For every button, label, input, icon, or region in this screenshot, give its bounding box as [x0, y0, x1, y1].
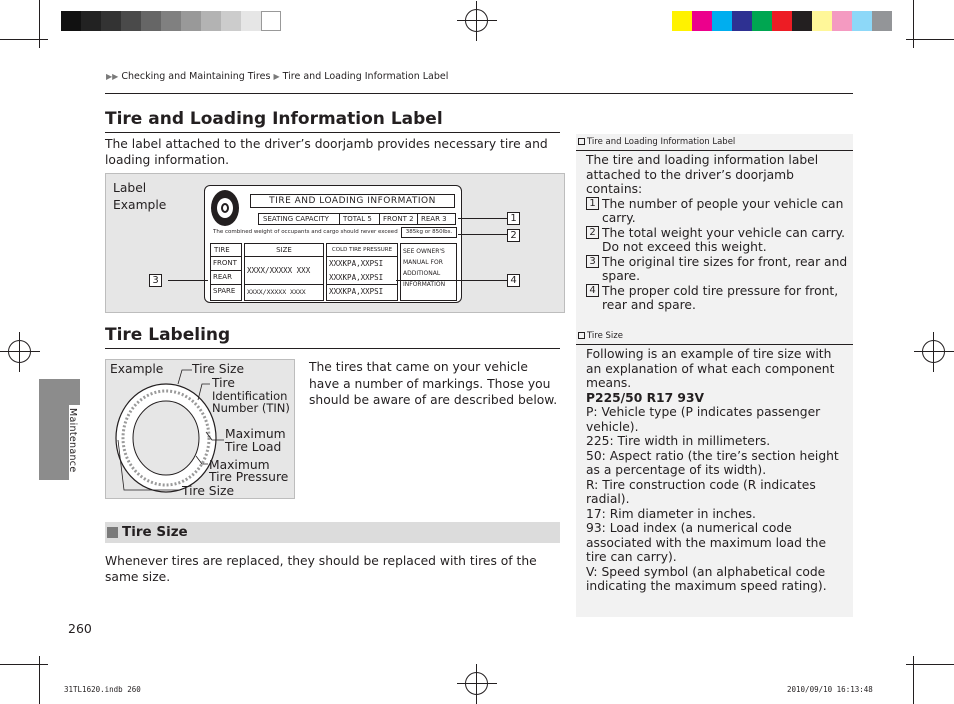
label-example-figure — [105, 173, 565, 313]
size-column: SIZE XXXX/XXXXX XXX XXXX/XXXXX XXXX — [244, 243, 324, 301]
size-intro: Following is an example of tire size with an explanation of what each component means. — [586, 347, 835, 390]
tire-size-description: Whenever tires are replaced, they should be replaced with tires of the same size. — [105, 554, 537, 584]
page-number: 260 — [68, 621, 92, 636]
tire-labeling-figure — [105, 359, 295, 499]
size-line: 93: Load index (a numerical code associated with the maximum load the tire can carry). — [586, 521, 827, 564]
chapter-tab-block — [39, 379, 80, 405]
section-title-tire-labeling: Tire Labeling — [105, 325, 231, 345]
note-icon — [578, 138, 585, 145]
label-description: The label attached to the driver’s doorjamb provides necessary tire and loading information. — [105, 137, 548, 167]
note-icon — [578, 332, 585, 339]
section-rule — [105, 132, 560, 133]
sidebar-heading-label: Tire and Loading Information Label — [578, 137, 735, 147]
callout-4: 4 — [507, 274, 520, 287]
size-line: V: Speed symbol (an alphabetical code indicating the maximum speed rating). — [586, 564, 827, 593]
tin-label-2: Identification — [212, 389, 288, 403]
callout-3: 3 — [149, 274, 162, 287]
max-load-label-2: Tire Load — [225, 440, 282, 454]
tire-size-top-label: Tire Size — [192, 362, 245, 376]
breadcrumb-arrow-icon: ▶ — [273, 72, 280, 81]
size-line: R: Tire construction code (R indicates radial). — [586, 477, 816, 506]
footer-date: 2010/09/10 16:13:48 — [787, 685, 873, 694]
sidebar-tire-size-notes — [586, 347, 848, 594]
see-manual-note: SEE OWNER'S MANUAL FOR ADDITIONAL INFORMATION — [400, 243, 457, 301]
chapter-tab-label: Maintenance — [67, 408, 78, 473]
square-bullet-icon — [107, 527, 118, 538]
combined-weight-text: The combined weight of occupants and cargo should never exceed — [213, 229, 398, 235]
tire-labeling-description: The tires that came on your vehicle have a number of markings. Those you should be aware of are described below. — [309, 360, 558, 407]
pressure-column: COLD TIRE PRESSURE XXXKPA,XXPSI XXXKPA,XXPSI XXXKPA,XXPSI — [326, 243, 398, 301]
list-item: 3 The original tire sizes for front, rear and spare. — [586, 255, 848, 284]
label-header: TIRE AND LOADING INFORMATION — [250, 194, 455, 208]
size-example: P225/50 R17 93V — [586, 390, 705, 405]
tire-loading-label — [204, 185, 462, 303]
list-item: 2 The total weight your vehicle can carry. Do not exceed this weight. — [586, 226, 848, 255]
tin-label-3: Number (TIN) — [212, 401, 290, 415]
subsection-title: Tire Size — [122, 524, 188, 540]
registration-mark-left — [0, 332, 40, 372]
header-rule — [105, 93, 853, 94]
size-line: P: Vehicle type (P indicates passenger vehicle). — [586, 405, 821, 434]
tire-size-bottom-label: Tire Size — [182, 484, 235, 498]
callout-1: 1 — [507, 212, 520, 225]
max-pressure-label-2: Tire Pressure — [209, 470, 289, 484]
callout-2: 2 — [507, 229, 520, 242]
max-load-label-1: Maximum — [225, 427, 286, 441]
tin-label-1: Tire — [212, 376, 235, 390]
section-title-label: Tire and Loading Information Label — [105, 109, 443, 129]
sidebar-heading-tire-size: Tire Size — [578, 331, 623, 341]
breadcrumb-item-2[interactable]: Tire and Loading Information Label — [282, 71, 449, 82]
sidebar-rule — [576, 150, 853, 151]
breadcrumb — [106, 71, 448, 82]
max-pressure-label-1: Maximum — [209, 458, 270, 472]
figure-caption: Label Example — [113, 181, 167, 212]
tire-icon — [211, 190, 239, 226]
tire-column: TIRE FRONT REAR SPARE — [210, 243, 242, 301]
sidebar-label-notes — [586, 153, 848, 313]
registration-mark-bottom — [457, 664, 497, 704]
registration-mark-right — [914, 332, 954, 372]
weight-limit: 385kg or 850lbs. — [401, 227, 457, 238]
breadcrumb-arrow-icon: ▶▶ — [106, 72, 119, 81]
size-line: 50: Aspect ratio (the tire’s section height as a percentage of its width). — [586, 448, 839, 477]
footer-file: 31TL1620.indb 260 — [64, 685, 141, 694]
sidebar-intro: The tire and loading information label attached to the driver’s doorjamb contains: — [586, 153, 819, 196]
seating-capacity-row: SEATING CAPACITY TOTAL 5 FRONT 2 REAR 3 — [258, 213, 456, 225]
notes-sidebar — [576, 134, 853, 617]
list-item: 1 The number of people your vehicle can carry. — [586, 197, 848, 226]
sidebar-rule — [576, 344, 853, 345]
breadcrumb-item-1[interactable]: Checking and Maintaining Tires — [121, 71, 271, 82]
size-line: 225: Tire width in millimeters. — [586, 434, 771, 448]
size-line: 17: Rim diameter in inches. — [586, 506, 756, 521]
figure-caption: Example — [110, 362, 164, 376]
section-rule — [105, 348, 560, 349]
list-item: 4 The proper cold tire pressure for front, rear and spare. — [586, 284, 848, 313]
registration-mark-top — [457, 1, 497, 41]
subsection-header — [105, 522, 560, 543]
